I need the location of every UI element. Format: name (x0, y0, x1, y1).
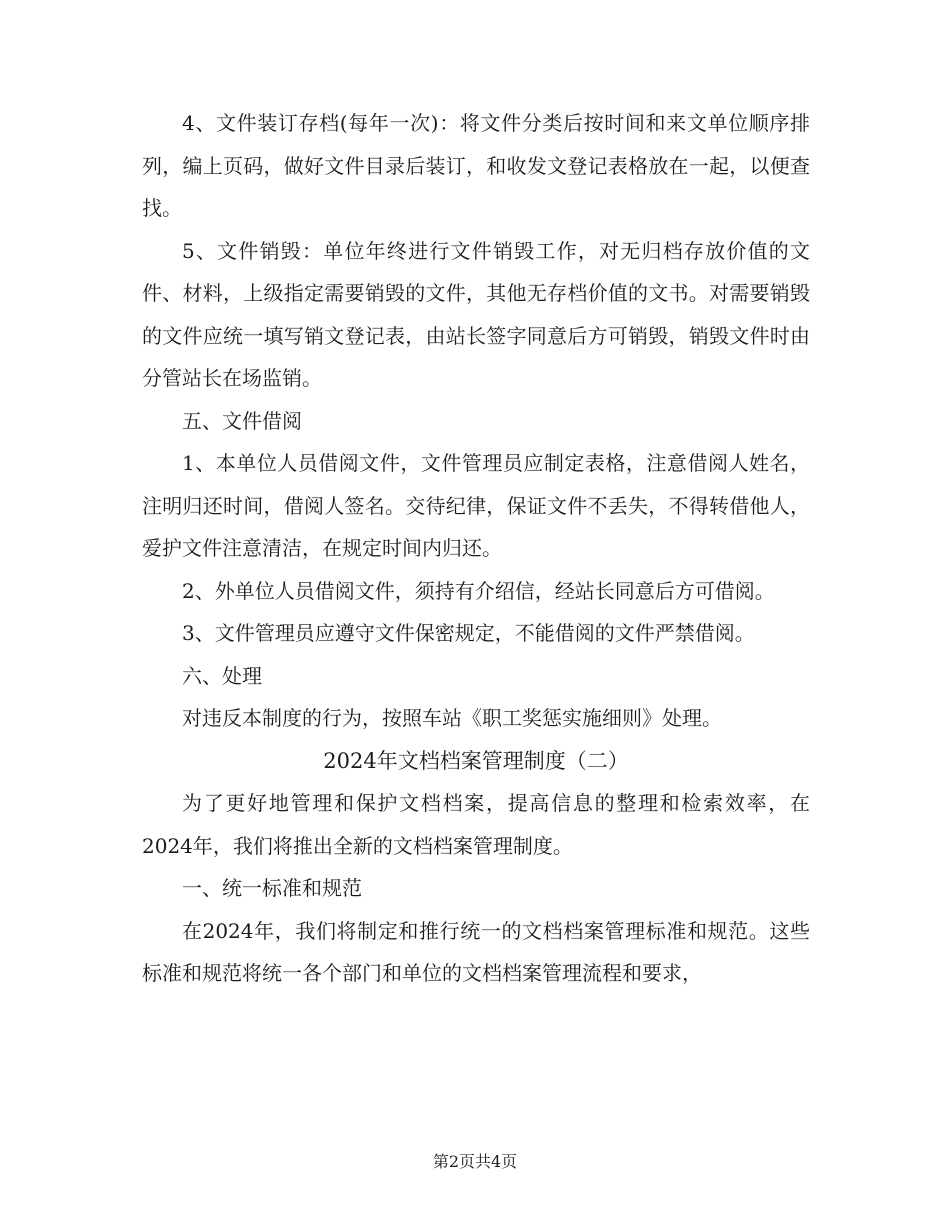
section-heading-6: 六、处理 (182, 663, 262, 688)
paragraph-standards: 在2024年，我们将制定和推行统一的文档档案管理标准和规范。这些标准和规范将统一各个部门和单位的文档档案管理流程和要求， (142, 918, 810, 985)
paragraph-intro: 为了更好地管理和保护文档档案，提高信息的整理和检索效率，在2024年，我们将推出全新的文档档案管理制度。 (142, 791, 810, 858)
section-heading-1: 一、统一标准和规范 (182, 876, 362, 900)
document-title: 2024年文档档案管理制度（二） (323, 748, 629, 773)
document-body (142, 102, 810, 995)
section-heading-5: 五、文件借阅 (182, 408, 302, 433)
paragraph-item-5: 5、文件销毁：单位年终进行文件销毁工作，对无归档存放价值的文件、材料，上级指定需要销毁的文件，其他无存档价值的文书。对需要销毁的文件应统一填写销文登记表，由站长签字同意后方可销毁，销毁文件时由分管站长在场监销。 (142, 238, 810, 390)
paragraph-borrow-3: 3、文件管理员应遵守文件保密规定，不能借阅的文件严禁借阅。 (182, 621, 755, 645)
paragraph-handling: 对违反本制度的行为，按照车站《职工奖惩实施细则》处理。 (182, 706, 722, 730)
paragraph-item-4: 4、文件装订存档(每年一次)：将文件分类后按时间和来文单位顺序排列，编上页码，做好文件目录后装订，和收发文登记表格放在一起，以便查找。 (142, 111, 810, 220)
page-number-footer: 第2页共4页 (432, 1152, 518, 1171)
paragraph-borrow-1: 1、本单位人员借阅文件，文件管理员应制定表格，注意借阅人姓名，注明归还时间，借阅人签名。交待纪律，保证文件不丢失，不得转借他人，爱护文件注意清洁，在规定时间内归还。 (142, 451, 810, 560)
paragraph-borrow-2: 2、外单位人员借阅文件，须持有介绍信，经站长同意后方可借阅。 (182, 578, 775, 603)
